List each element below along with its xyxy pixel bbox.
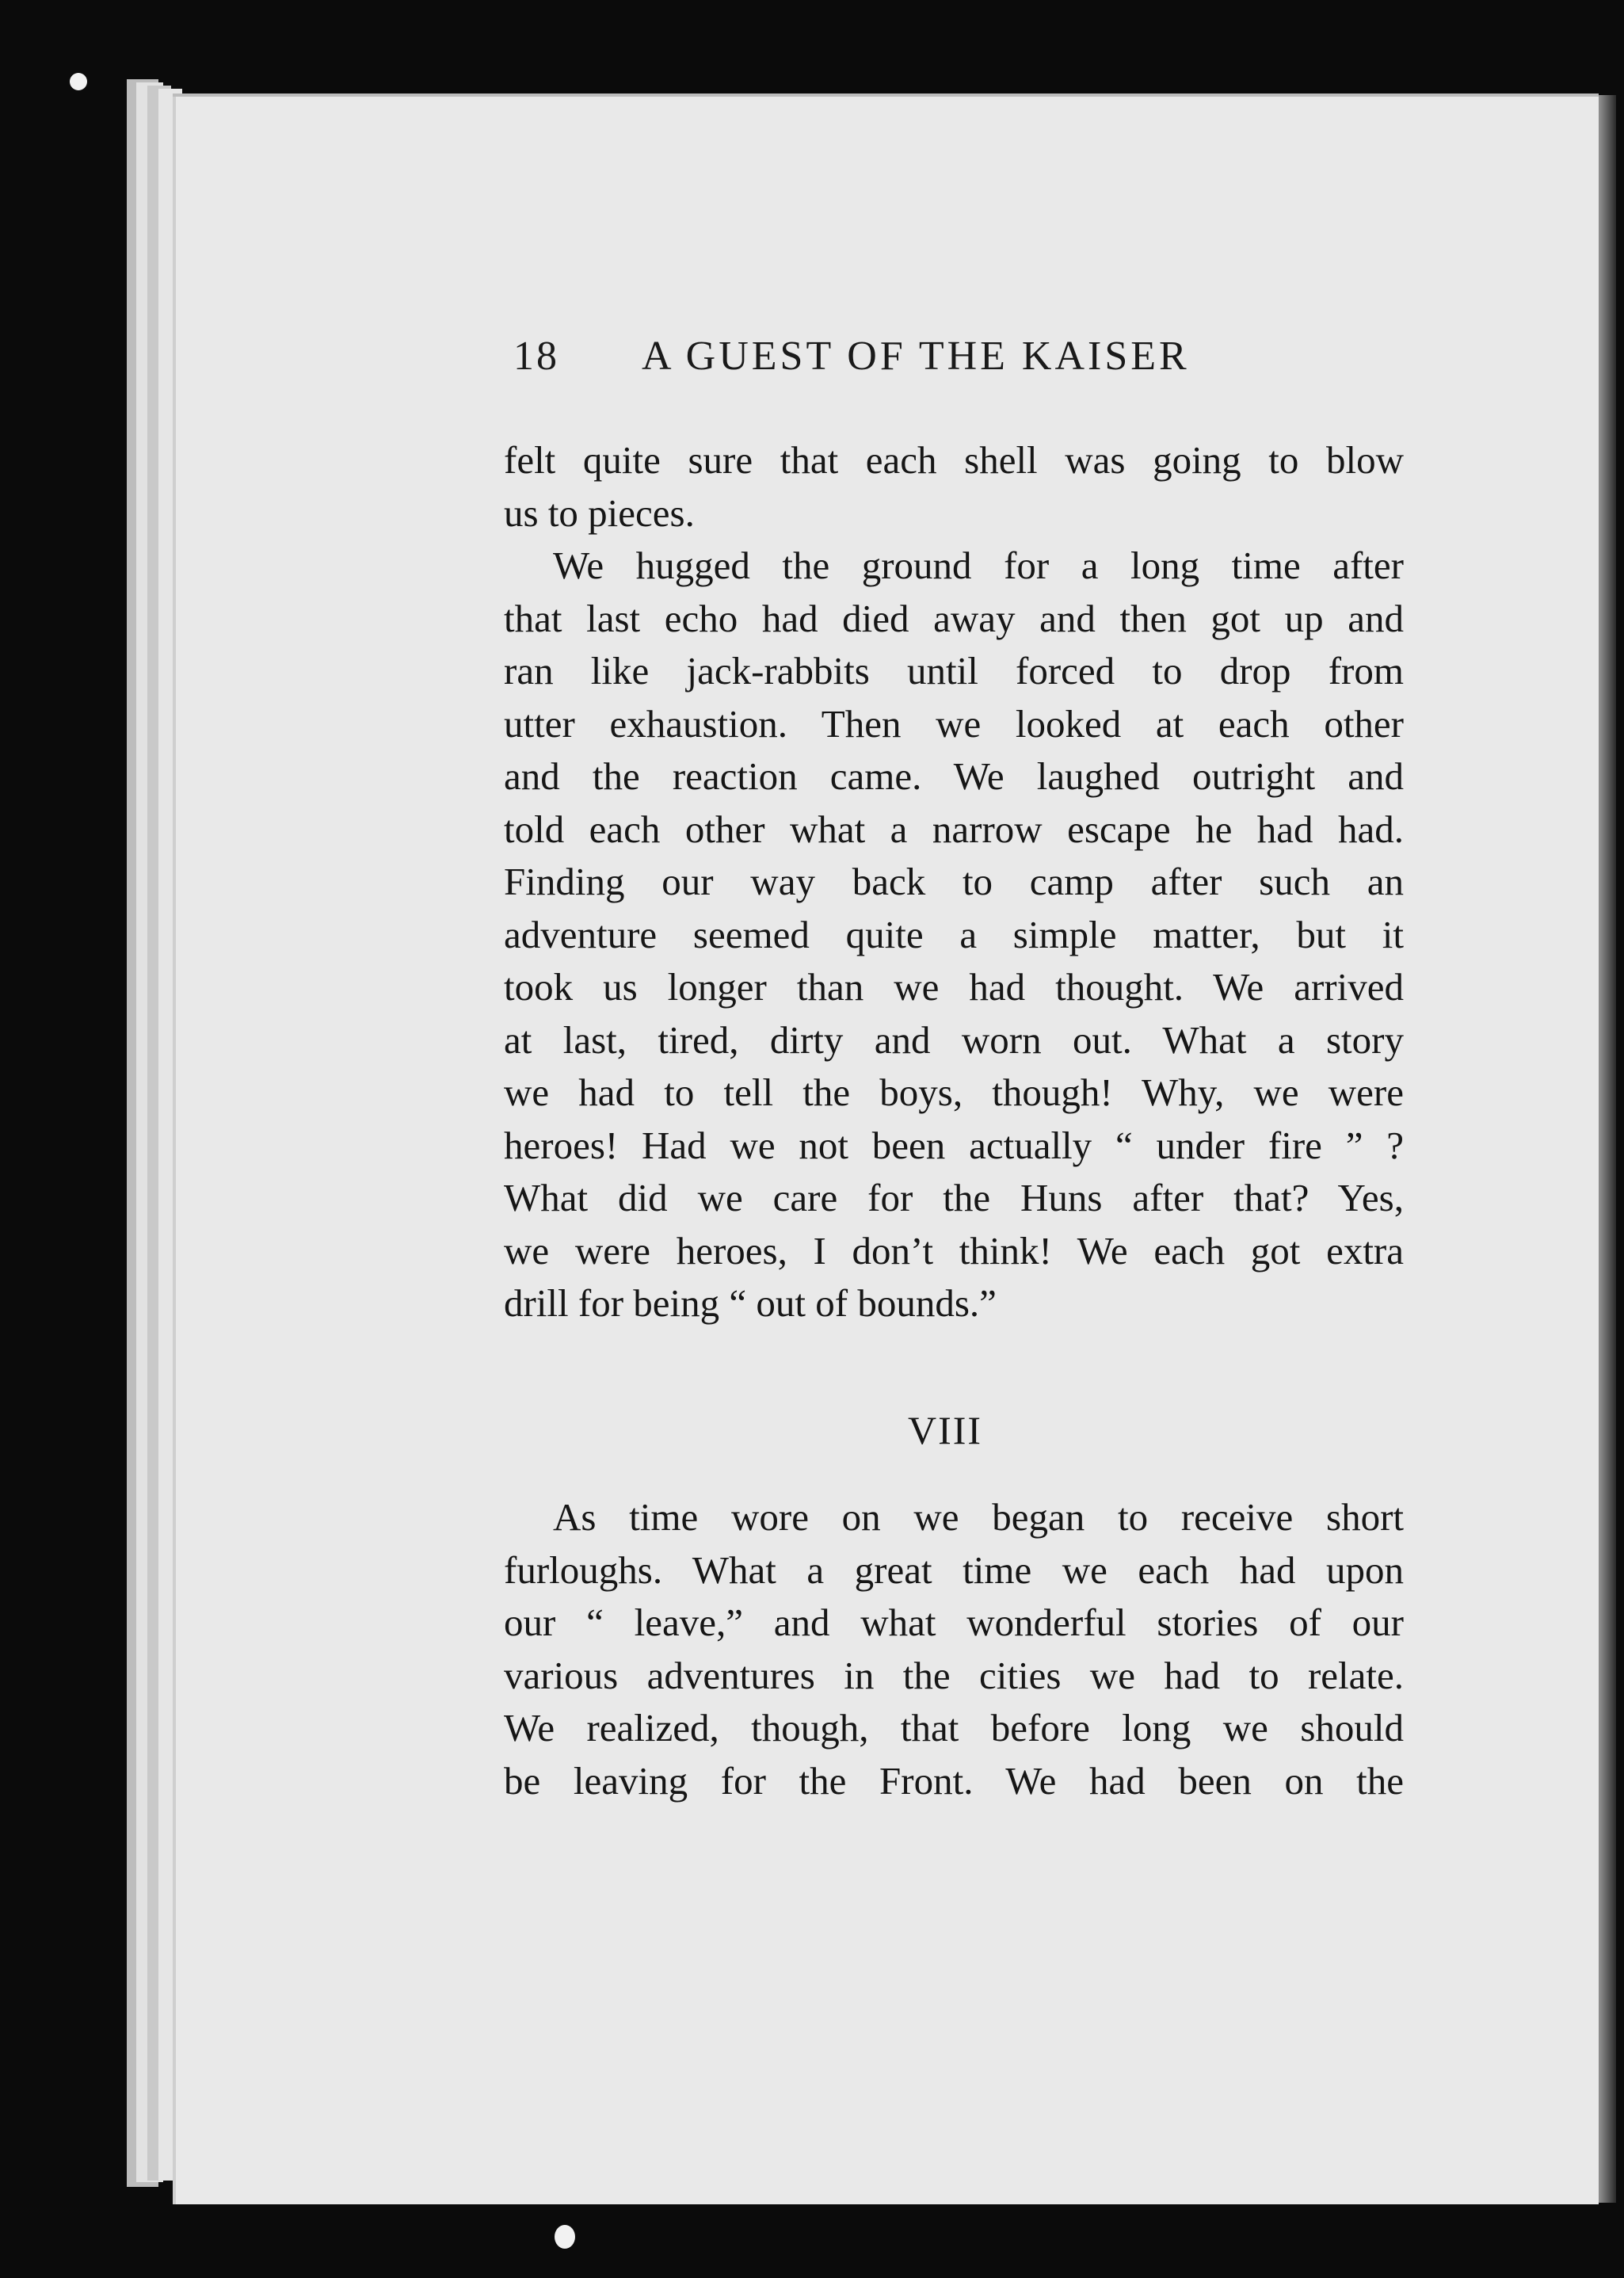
text-line: furloughs. What a great time we each had upon [504, 1547, 1404, 1592]
scan-speck [70, 73, 87, 90]
text-line: adventure seemed quite a simple matter, but it [504, 912, 1404, 956]
text-line: took us longer than we had thought. We arrived [504, 965, 1404, 1009]
text-line: we were heroes, I don’t think! We each got extra [504, 1228, 1404, 1273]
running-title: A GUEST OF THE KAISER [642, 334, 1190, 379]
text-line: ran like jack-rabbits until forced to drop from [504, 649, 1404, 693]
body-text-before-section [504, 434, 1404, 1330]
section-heading: VIII [908, 1408, 983, 1452]
text-line: our “ leave,” and what wonderful stories of our [504, 1601, 1404, 1644]
text-line: various adventures in the cities we had to relate. [504, 1653, 1404, 1697]
text-line: and the reaction came. We laughed outright and [504, 754, 1404, 798]
page-number: 18 [513, 334, 559, 379]
text-line: As time wore on we began to receive short [553, 1495, 1404, 1539]
text-line: What did we care for the Huns after that? Yes, [504, 1176, 1404, 1219]
text-line: heroes! Had we not been actually “ under fire ” ? [504, 1123, 1404, 1167]
text-line: drill for being “ out of bounds.” [504, 1281, 997, 1325]
text-line: told each other what a narrow escape he had had. [504, 807, 1404, 851]
scan-speck [555, 2225, 575, 2249]
text-line: be leaving for the Front. We had been on the [504, 1758, 1404, 1803]
text-line: We hugged the ground for a long time after [553, 544, 1404, 587]
text-line: that last echo had died away and then got up and [504, 596, 1404, 640]
text-line: felt quite sure that each shell was going to blow [504, 438, 1404, 482]
page-header [513, 333, 1266, 380]
body-text-after-section [504, 1491, 1404, 1807]
text-line: at last, tired, dirty and worn out. What a story [504, 1017, 1404, 1062]
text-line: us to pieces. [504, 490, 695, 535]
text-line: Finding our way back to camp after such an [504, 860, 1404, 903]
text-line: We realized, though, that before long we should [504, 1706, 1404, 1750]
text-line: we had to tell the boys, though! Why, we were [504, 1070, 1404, 1114]
text-line: utter exhaustion. Then we looked at each other [504, 701, 1404, 746]
